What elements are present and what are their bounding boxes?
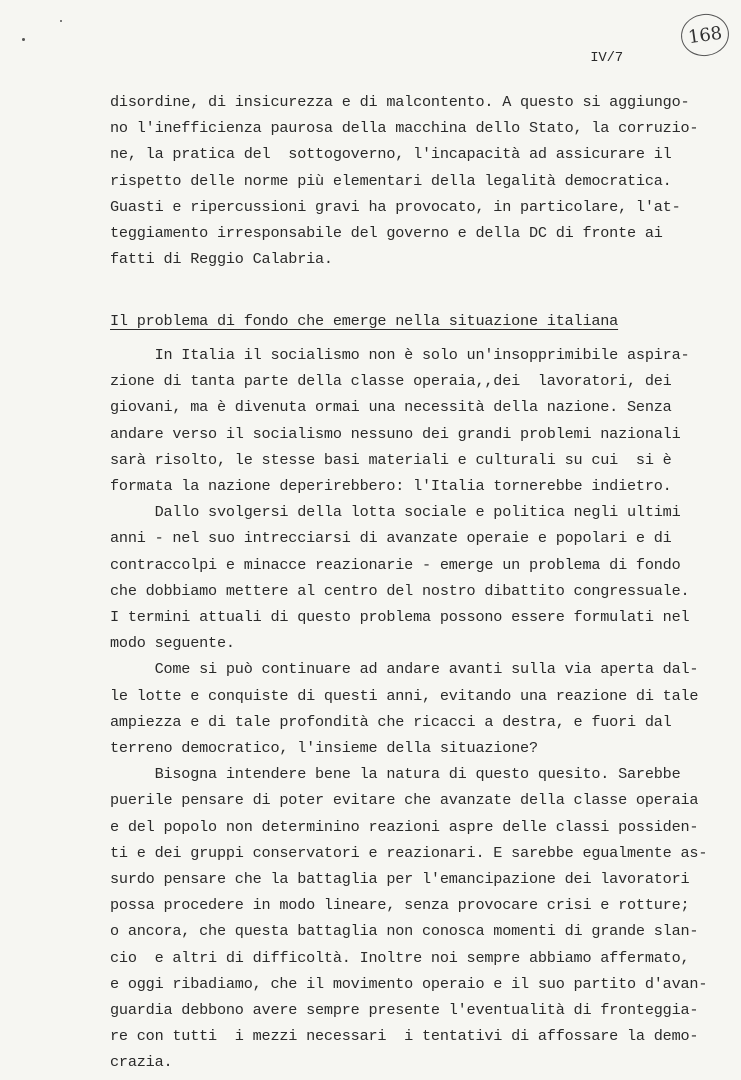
- section-heading: Il problema di fondo che emerge nella situazione italiana: [110, 312, 619, 330]
- text-line: rispetto delle norme più elementari della legalità democratica.: [110, 171, 672, 190]
- text-line: no l'inefficienza paurosa della macchina dello Stato, la corruzio-: [110, 119, 699, 138]
- text-line: e del popolo non determinino reazioni aspre delle classi possiden-: [110, 817, 699, 836]
- text-line: cio e altri di difficoltà. Inoltre noi sempre abbiamo affermato,: [110, 948, 690, 967]
- text-line: formata la nazione deperirebbero: l'Italia tornerebbe indietro.: [110, 477, 672, 495]
- text-line: terreno democratico, l'insieme della situazione?: [110, 739, 538, 757]
- text-line: puerile pensare di poter evitare che avanzate della classe operaia: [110, 791, 699, 810]
- text-line: che dobbiamo mettere al centro del nostro dibattito congressuale.: [110, 581, 690, 600]
- text-line: ti e dei gruppi conservatori e reazionari. E sarebbe egualmente as-: [110, 843, 708, 862]
- text-line: andare verso il socialismo nessuno dei grandi problemi nazionali: [110, 424, 681, 443]
- text-line: sarà risolto, le stesse basi materiali e culturali su cui si è: [110, 450, 672, 469]
- text-line: guardia debbono avere sempre presente l'eventualità di fronteggia-: [110, 1001, 699, 1019]
- text-line: modo seguente.: [110, 634, 235, 653]
- text-line: teggiamento irresponsabile del governo e della DC di fronte ai: [110, 224, 663, 242]
- handwritten-page-stamp: 168: [678, 11, 731, 59]
- text-line: crazia.: [110, 1053, 173, 1072]
- text-line: le lotte e conquiste di questi anni, evitando una reazione di tale: [110, 686, 699, 705]
- text-line: anni - nel suo intrecciarsi di avanzate operaie e popolari e di: [110, 529, 672, 548]
- text-line: possa procedere in modo lineare, senza provocare crisi e rotture;: [110, 896, 690, 915]
- text-line: Come si può continuare ad andare avanti sulla via aperta dal-: [110, 660, 699, 679]
- text-line: ampiezza e di tale profondità che ricacci a destra, e fuori dal: [110, 712, 672, 731]
- text-line: Bisogna intendere bene la natura di questo quesito. Sarebbe: [110, 765, 681, 784]
- ink-speck: [60, 20, 62, 22]
- text-line: contraccolpi e minacce reazionarie - emerge un problema di fondo: [110, 555, 681, 574]
- page-number: IV/7: [590, 50, 623, 66]
- text-line: o ancora, che questa battaglia non conosca momenti di grande slan-: [110, 922, 699, 941]
- text-line: I termini attuali di questo problema possono essere formulati nel: [110, 608, 690, 626]
- text-line: Guasti e ripercussioni gravi ha provocato, in particolare, l'at-: [110, 197, 681, 216]
- text-line: disordine, di insicurezza e di malcontento. A questo si aggiungo-: [110, 93, 690, 111]
- text-line: fatti di Reggio Calabria.: [110, 250, 333, 269]
- text-line: zione di tanta parte della classe operaia,,dei lavoratori, dei: [110, 372, 672, 391]
- text-line: Dallo svolgersi della lotta sociale e politica negli ultimi: [110, 503, 681, 522]
- text-line: re con tutti i mezzi necessari i tentativi di affossare la demo-: [110, 1027, 699, 1046]
- text-line: In Italia il socialismo non è solo un'insopprimibile aspira-: [110, 346, 690, 364]
- text-line: e oggi ribadiamo, che il movimento operaio e il suo partito d'avan-: [110, 974, 708, 993]
- text-line: surdo pensare che la battaglia per l'emancipazione dei lavoratori: [110, 870, 690, 888]
- ink-speck: [22, 38, 25, 41]
- text-line: giovani, ma è divenuta ormai una necessità della nazione. Senza: [110, 398, 672, 417]
- text-line: ne, la pratica del sottogoverno, l'incapacità ad assicurare il: [110, 145, 672, 164]
